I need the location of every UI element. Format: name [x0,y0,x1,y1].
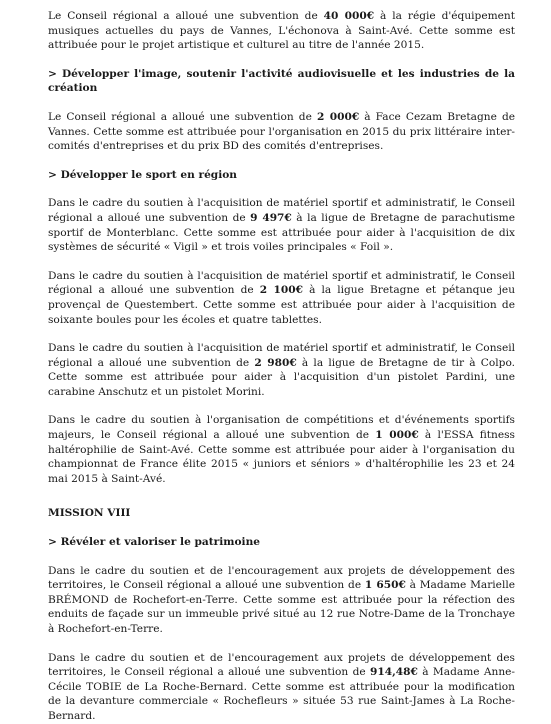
paragraph-text: Dans le cadre du soutien à l'acquisition de matériel sportif et administratif, le Conseil régional a alloué une subvention de [48,197,515,224]
subsidy-amount: 9 497€ [250,211,292,224]
paragraph-text: Dans le cadre du soutien et de l'encouragement aux projets de développement des territoires, le Conseil régional a alloué une subvention de [48,651,515,679]
section-heading-audiovisuel: > Développer l'image, soutenir l'activité audiovisuelle et les industries de la création [48,67,515,95]
subsidy-amount: 2 980€ [254,356,297,369]
subsidy-amount: 1 650€ [364,579,406,592]
paragraph-face-cezam [48,110,515,154]
paragraph-echonova [48,9,515,53]
section-heading-sport: > Développer le sport en région [48,168,238,181]
paragraph-text: à Madame Marielle BRÉMOND de Rochefort-en-Terre. Cette somme est attribuée pour la réfection des enduits de façade sur un immeuble privé situé au 12 rue Notre-Dame de la Tronchaye à Rochefort-en-Terre. [48,579,515,635]
paragraph-tobie [48,651,515,724]
paragraph-text: à Madame Anne-Cécile TOBIE de La Roche-Bernard. Cette somme est attribuée pour la modification de la devanture commerciale « Rochefleurs » située 53 rue Saint-James à La Roche-Bernard. [48,666,515,722]
paragraph-text: à la ligue de Bretagne de tir à Colpo. Cette somme est attribuée pour aider à l'acquisition d'un pistolet Pardini, une carabine Anschutz et un pistolet Morini. [48,356,516,398]
paragraph-parachutisme [48,196,515,254]
subsidy-amount: 2 000€ [316,110,360,123]
section-heading-patrimoine: > Révéler et valoriser le patrimoine [48,536,261,549]
mission-heading: MISSION VIII [48,507,131,520]
subsidy-amount: 1 000€ [375,429,419,442]
paragraph-halterophilie [48,413,515,486]
subsidy-amount: 2 100€ [259,284,303,297]
paragraph-text: à la ligue de Bretagne de parachutisme sportif de Monterblanc. Cette somme est attribuée pour aider à l'acquisition de dix systèmes de sécurité « Vigil » et trois voiles principales « Foil ». [48,211,516,254]
paragraph-text: Dans le cadre du soutien à l'acquisition de matériel sportif et administratif, le Conseil régional a alloué une subvention de [48,342,515,369]
paragraph-text: à l'ESSA fitness haltérophilie de Saint-Avé. Cette somme est attribuée pour aider à l'organisation du championnat de France élite 2015 « juniors et séniors » d'haltérophilie les 23 et 24 mai 2015 à Saint-Avé. [48,429,515,485]
paragraph-tir [48,341,515,399]
paragraph-text: à la régie d'équipement musiques actuelles du pays de Vannes, L'échonova à Saint-Avé. Cette somme est attribuée pour le projet artistique et culturel au titre de l'année 2015. [48,10,515,52]
subsidy-amount: 914,48€ [370,666,418,679]
paragraph-text: Dans le cadre du soutien à l'organisation de compétitions et d'événements sportifs majeurs, le Conseil régional a alloué une subvention de [48,414,515,442]
paragraph-text: Le Conseil régional a alloué une subvention de [48,10,324,22]
subsidy-amount: 40 000€ [323,10,375,22]
paragraph-text: Dans le cadre du soutien et de l'encouragement aux projets de développement des territoires, le Conseil régional a alloué une subvention de [48,564,515,592]
paragraph-text: à la ligue Bretagne et pétanque jeu provençal de Questembert. Cette somme est attribuée pour aider à l'acquisition de soixante boules pour les écoles et quatre tablettes. [48,284,516,326]
paragraph-bremond [48,564,515,637]
paragraph-text: à Face Cezam Bretagne de Vannes. Cette somme est attribuée pour l'organisation en 2015 du prix littéraire inter-comités d'entreprises et du prix BD des comités d'entreprises. [48,110,515,153]
paragraph-petanque [48,269,515,327]
paragraph-text: Le Conseil régional a alloué une subvention de [48,110,317,123]
paragraph-text: Dans le cadre du soutien à l'acquisition de matériel sportif et administratif, le Conseil régional a alloué une subvention de [48,269,515,297]
document-page [0,9,551,722]
